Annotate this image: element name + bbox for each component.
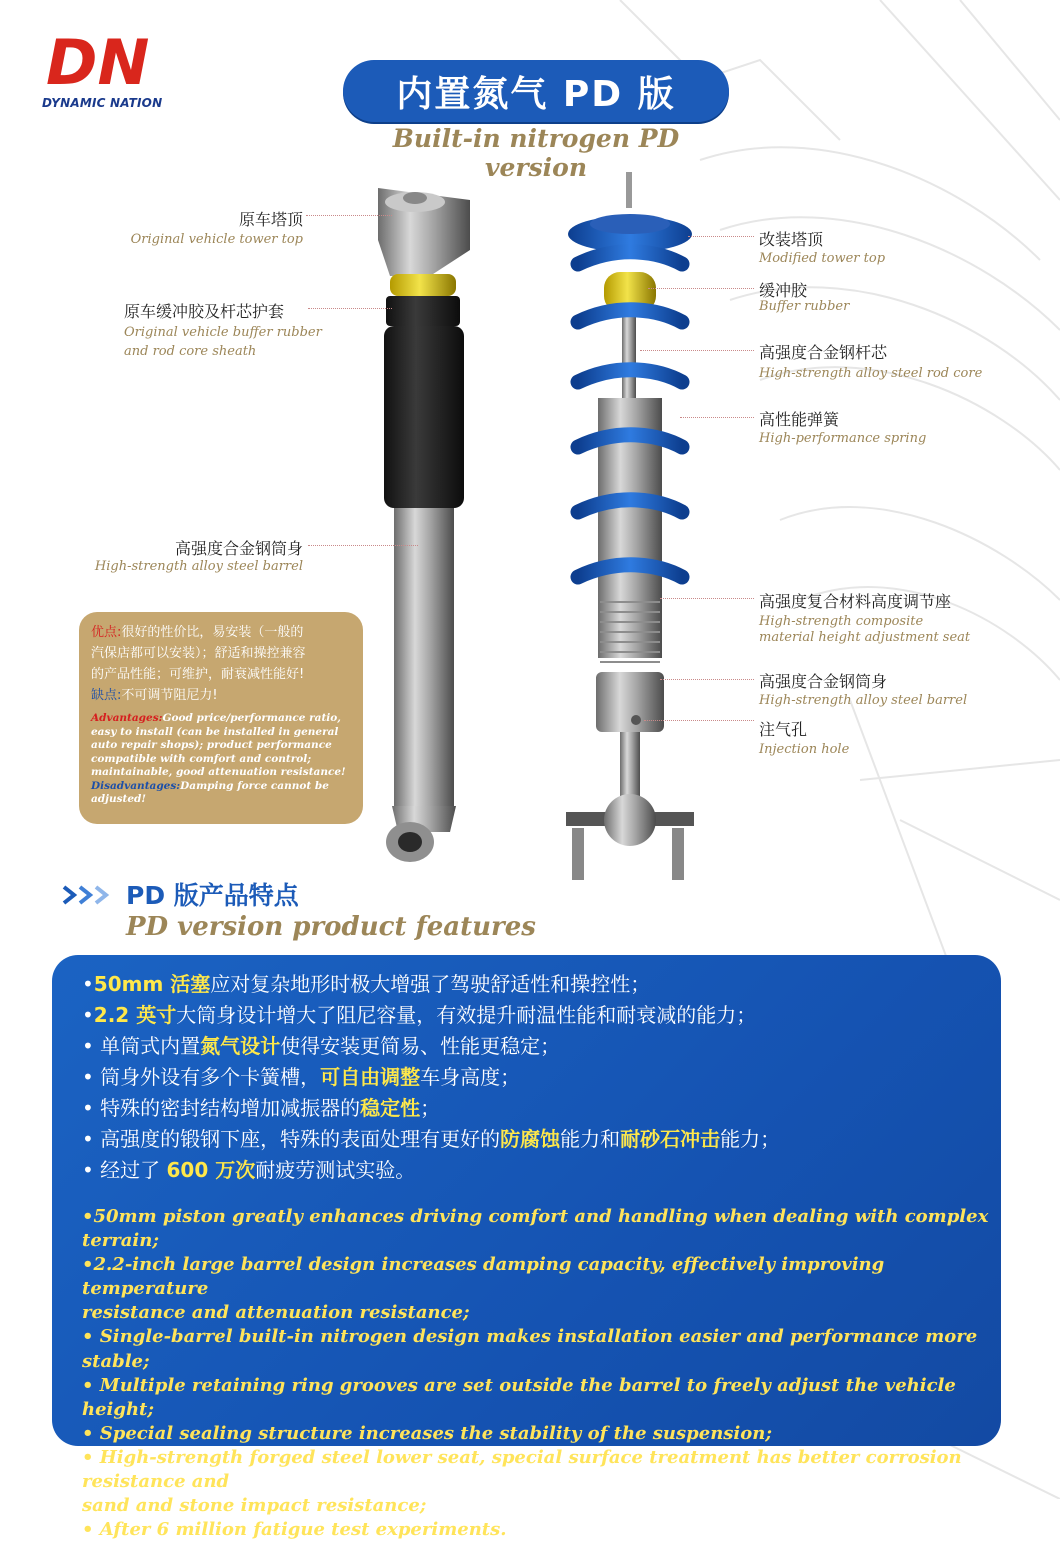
label-original-barrel: 高强度合金钢筒身 — [174, 539, 303, 558]
page-title: 内置氮气 PD 版 — [396, 73, 676, 115]
label-original-buffer-rubber-en-2: and rod core sheath — [124, 344, 257, 359]
pros-en-line-3: auto repair shops); product performance — [91, 739, 332, 751]
label-original-tower-top: 原车塔顶 — [238, 210, 303, 229]
leader-line — [644, 720, 754, 721]
label-buffer-rubber: 缓冲胶 — [759, 281, 808, 300]
leader-line — [660, 679, 754, 680]
label-modified-tower-top-en: Modified tower top — [759, 251, 886, 266]
original-shock-absorber-image — [370, 180, 480, 870]
pros-label: 优点: — [91, 625, 122, 640]
pros-cons-box — [79, 612, 363, 824]
pros-en-line-1: Good price/performance ratio, — [162, 712, 341, 724]
feature-cn-item: • 特殊的密封结构增加减振器的稳定性； — [82, 1096, 441, 1120]
leader-line — [648, 288, 754, 289]
label-injection-hole: 注气孔 — [759, 720, 808, 739]
label-original-buffer-rubber-en-1: Original vehicle buffer rubber — [124, 325, 322, 340]
pros-cons-en-text — [91, 712, 351, 807]
features-panel — [52, 955, 1001, 1541]
page-subtitle: Built-in nitrogen PD version — [392, 124, 680, 182]
pros-line-3: 的产品性能；可维护，耐衰减性能好! — [91, 667, 305, 682]
cons-label-en: Disadvantages: — [91, 779, 181, 792]
feature-en-line: • High-strength forged steel lower seat, special surface treatment has better corrosion resistance and — [82, 1446, 962, 1493]
pros-en-line-2: easy to install (can be installed in general — [91, 725, 339, 738]
label-height-adjustment-seat: 高强度复合材料高度调节座 — [759, 592, 952, 611]
label-pd-barrel-en: High-strength alloy steel barrel — [759, 693, 968, 708]
pros-en-line-5: maintainable, good attenuation resistance! — [91, 766, 346, 778]
feature-en-line: •2.2-inch large barrel design increases damping capacity, effectively improving temperature — [82, 1254, 885, 1300]
pros-cn-text — [91, 622, 351, 706]
leader-line — [308, 308, 392, 309]
label-modified-tower-top: 改装塔顶 — [759, 230, 824, 249]
brand-logo-mark — [40, 30, 180, 90]
cons-label: 缺点: — [91, 688, 122, 703]
leader-line — [660, 598, 754, 599]
cons-en-line-1: Damping force cannot be — [180, 779, 329, 792]
feature-en-line: • Multiple retaining ring grooves are set outside the barrel to freely adjust the vehicle height; — [82, 1374, 956, 1420]
pros-en-line-4: compatible with comfort and control; — [91, 752, 312, 765]
leader-line — [308, 545, 418, 546]
feature-en-line: • After 6 million fatigue test experiments. — [82, 1519, 507, 1541]
feature-en-line: • Single-barrel built-in nitrogen design makes installation easier and performance more stable; — [82, 1326, 978, 1372]
label-height-adjustment-seat-en-2: material height adjustment seat — [759, 630, 971, 645]
leader-line — [680, 417, 754, 418]
label-original-tower-top-en: Original vehicle tower top — [130, 232, 303, 247]
features-en-list — [82, 1205, 994, 1542]
pros-label-en: Advantages: — [91, 712, 163, 724]
label-original-barrel-en: High-strength alloy steel barrel — [94, 559, 303, 574]
label-original-buffer-rubber: 原车缓冲胶及杆芯护套 — [124, 302, 285, 321]
label-performance-spring: 高性能弹簧 — [759, 410, 840, 429]
cons-text: 不可调节阻尼力! — [121, 688, 218, 703]
label-rod-core-en: High-strength alloy steel rod core — [759, 366, 983, 381]
feature-cn-item: •50mm 活塞应对复杂地形时极大增强了驾驶舒适性和操控性； — [82, 972, 651, 996]
label-performance-spring-en: High-performance spring — [759, 431, 927, 446]
feature-en-line: • Special sealing structure increases the stability of the suspension; — [82, 1422, 772, 1444]
pd-coilover-image — [560, 172, 700, 892]
feature-en-line: •50mm piston greatly enhances driving comfort and handling when dealing with complex terrain; — [82, 1206, 989, 1252]
feature-cn-item: •2.2 英寸大筒身设计增大了阻尼容量，有效提升耐温性能和耐衰减的能力； — [82, 1003, 757, 1027]
label-pd-barrel: 高强度合金钢筒身 — [759, 672, 888, 691]
chevron-right-icon — [60, 884, 120, 906]
pros-line-1: 很好的性价比，易安装（一般的 — [121, 625, 304, 640]
leader-line — [688, 236, 754, 237]
features-title-en: PD version product features — [126, 912, 536, 942]
title-banner — [343, 60, 729, 122]
brand-logo-text: DYNAMIC NATION — [42, 96, 163, 110]
cons-en-line-2: adjusted! — [91, 793, 146, 805]
feature-en-line: resistance and attenuation resistance; — [82, 1302, 470, 1324]
feature-cn-item: • 单筒式内置氮气设计使得安装更简易、性能更稳定； — [82, 1034, 561, 1058]
pros-line-2: 汽保店都可以安装）；舒适和操控兼容 — [91, 646, 306, 661]
leader-line — [640, 350, 754, 351]
feature-cn-item: • 高强度的锻钢下座，特殊的表面处理有更好的防腐蚀能力和耐砂石冲击能力； — [82, 1127, 781, 1151]
label-rod-core: 高强度合金钢杆芯 — [759, 343, 888, 362]
feature-en-line: sand and stone impact resistance; — [82, 1495, 427, 1517]
label-injection-hole-en: Injection hole — [759, 742, 850, 757]
feature-cn-item: • 经过了 600 万次耐疲劳测试实验。 — [82, 1158, 416, 1182]
label-buffer-rubber-en: Buffer rubber — [759, 299, 850, 314]
logo-letter-d: DN — [46, 30, 150, 90]
feature-cn-item: • 筒身外设有多个卡簧槽，可自由调整车身高度； — [82, 1065, 521, 1089]
features-title: PD 版产品特点 — [126, 881, 299, 910]
label-height-adjustment-seat-en-1: High-strength composite — [759, 614, 924, 629]
leader-line — [306, 215, 392, 216]
